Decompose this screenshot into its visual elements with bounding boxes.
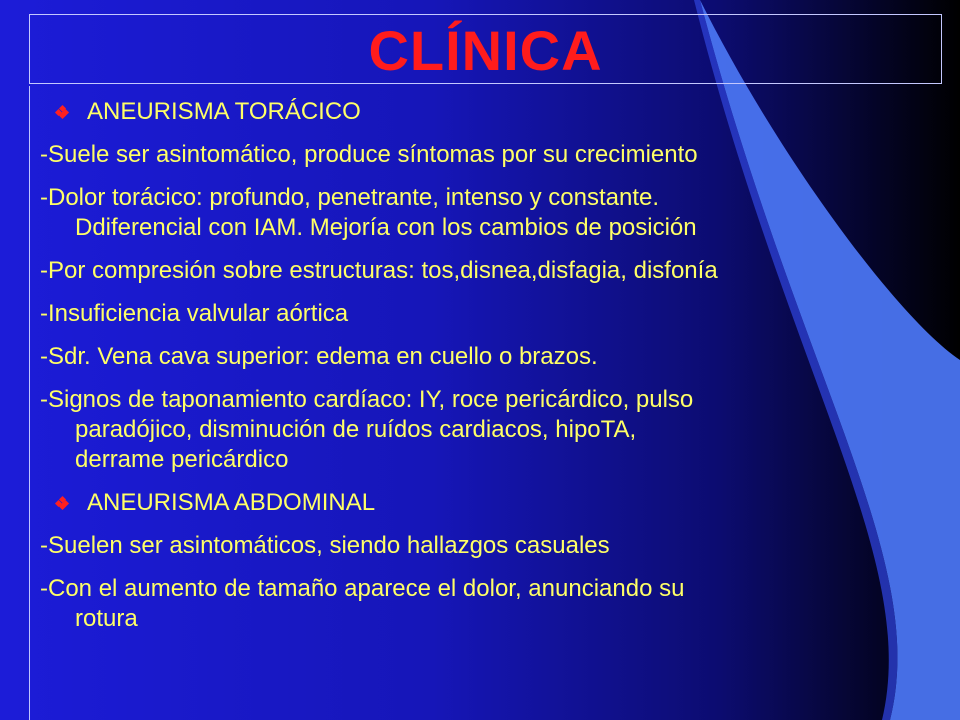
list-item: -Signos de taponamiento cardíaco: IY, roce pericárdico, pulso paradójico, disminución de ruídos cardiacos, hipoTA, derrame pericárdico [40,386,694,473]
section-heading-abdominal [40,488,940,518]
list-item: -Suelen ser asintomáticos, siendo hallazgos casuales [40,532,610,559]
list-item: -Suele ser asintomático, produce síntomas por su crecimiento [40,141,698,168]
diamond-bullet-icon [56,497,68,509]
section-heading-label: ANEURISMA TORÁCICO [87,98,361,125]
frame-left-border [29,86,30,720]
diamond-bullet-icon [56,106,68,118]
section-heading-label: ANEURISMA ABDOMINAL [87,489,376,516]
title-box [29,14,942,84]
list-item: -Dolor torácico: profundo, penetrante, intenso y constante. Ddiferencial con IAM. Mejoría con los cambios de posición [40,184,697,241]
slide-title: CLÍNICA [368,19,603,82]
list-item: -Sdr. Vena cava superior: edema en cuello o brazos. [40,343,598,370]
section-heading-thoracic [40,97,940,127]
list-item: -Por compresión sobre estructuras: tos,disnea,disfagia, disfonía [40,257,718,284]
list-item: -Insuficiencia valvular aórtica [40,300,349,327]
list-item: -Con el aumento de tamaño aparece el dolor, anunciando su rotura [40,575,685,632]
slide-content [40,97,940,647]
